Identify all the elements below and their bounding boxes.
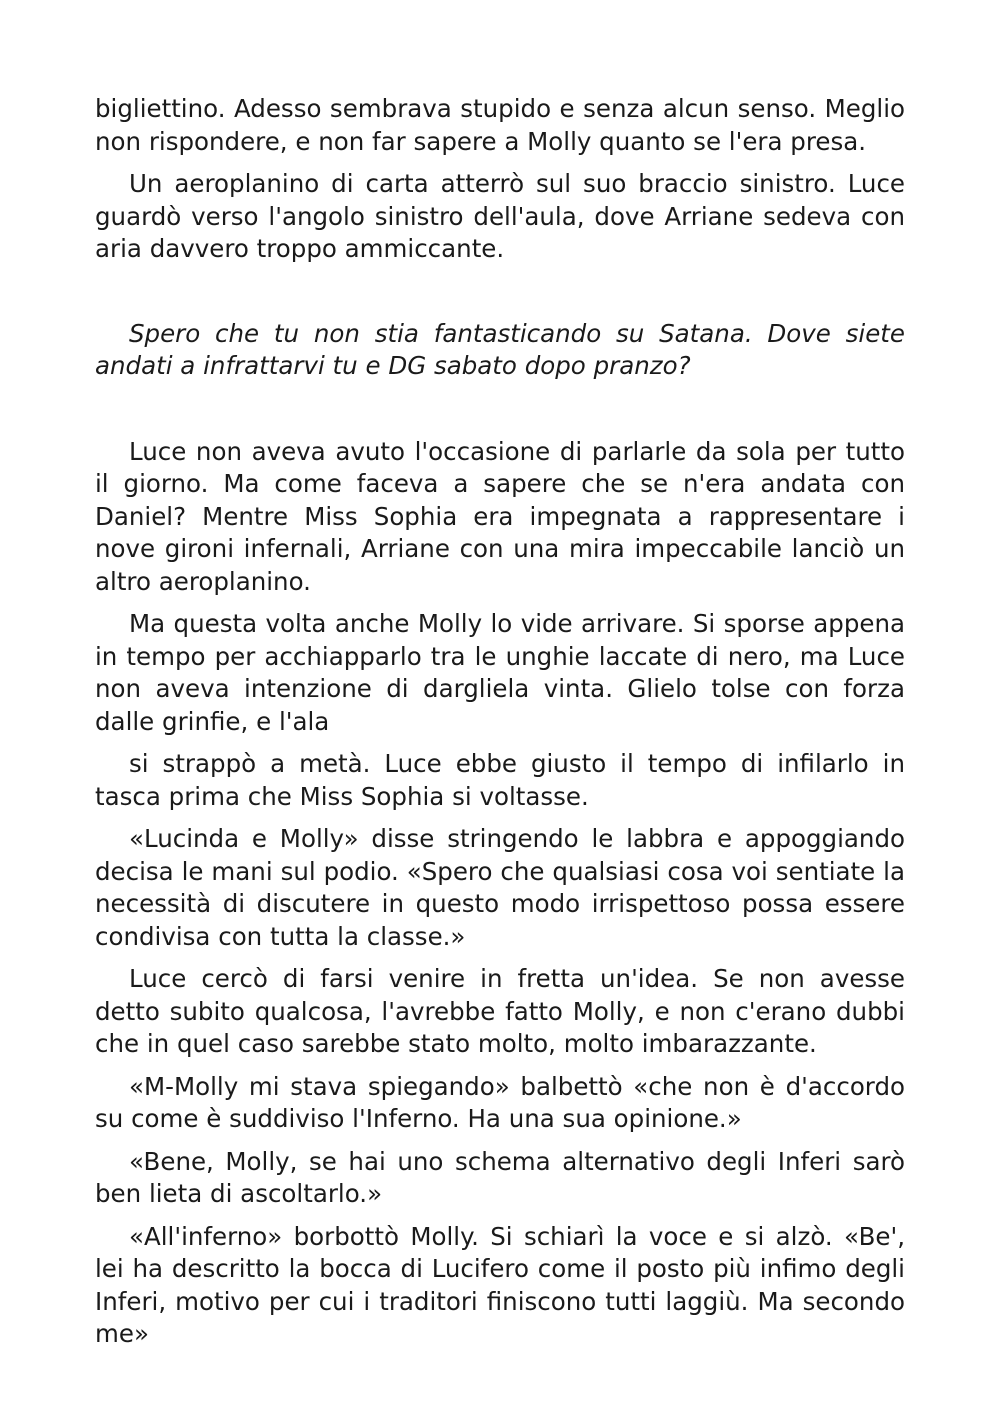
paragraph-note-italic: Spero che tu non stia fantasticando su Satana. Dove siete andati a infrattarvi tu e DG sabato dopo pranzo?	[95, 318, 905, 380]
paragraph-9: «Bene, Molly, se hai uno schema alternativo degli Inferi sarò ben lieta di ascoltarlo.»	[95, 1146, 905, 1208]
paragraph-6: «Lucinda e Molly» disse stringendo le labbra e appoggiando decisa le mani sul podio. «Spero che qualsiasi cosa voi sentiate la necessità di discutere in questo modo irrispettoso possa essere condivisa con tutta la classe.»	[95, 824, 905, 951]
paragraph-8: «M-Molly mi stava spiegando» balbettò «che non è d'accordo su come è suddiviso l'Inferno. Ha una sua opinione.»	[95, 1071, 905, 1133]
paragraph-5: si strappò a metà. Luce ebbe giusto il tempo di infilarlo in tasca prima che Miss Sophia si voltasse.	[95, 749, 905, 811]
paragraph-10: «All'inferno» borbottò Molly. Si schiarì la voce e si alzò. «Be', lei ha descritto la bocca di Lucifero come il posto più infimo degli Inferi, motivo per cui i traditori finiscono tutti laggiù. Ma secondo me»	[95, 1221, 905, 1348]
paragraph-2: Un aeroplanino di carta atterrò sul suo braccio sinistro. Luce guardò verso l'angolo sinistro dell'aula, dove Arriane sedeva con aria davvero troppo ammiccante.	[95, 169, 905, 263]
paragraph-3: Luce non aveva avuto l'occasione di parlarle da sola per tutto il giorno. Ma come faceva a sapere che se n'era andata con Daniel? Mentre Miss Sophia era impegnata a rappresentare i nove gironi infernali, Arriane con una mira impeccabile lanciò un altro aeroplanino.	[95, 436, 905, 596]
paragraph-1: bigliettino. Adesso sembrava stupido e senza alcun senso. Meglio non rispondere, e non far sapere a Molly quanto se l'era presa.	[95, 94, 905, 156]
book-page	[95, 93, 905, 1351]
paragraph-4: Ma questa volta anche Molly lo vide arrivare. Si sporse appena in tempo per acchiapparlo tra le unghie laccate di nero, ma Luce non aveva intenzione di dargliela vinta. Glielo tolse con forza dalle grinfie, e l'ala	[95, 609, 905, 736]
paragraph-7: Luce cercò di farsi venire in fretta un'idea. Se non avesse detto subito qualcosa, l'avrebbe fatto Molly, e non c'erano dubbi che in quel caso sarebbe stato molto, molto imbarazzante.	[95, 964, 905, 1058]
